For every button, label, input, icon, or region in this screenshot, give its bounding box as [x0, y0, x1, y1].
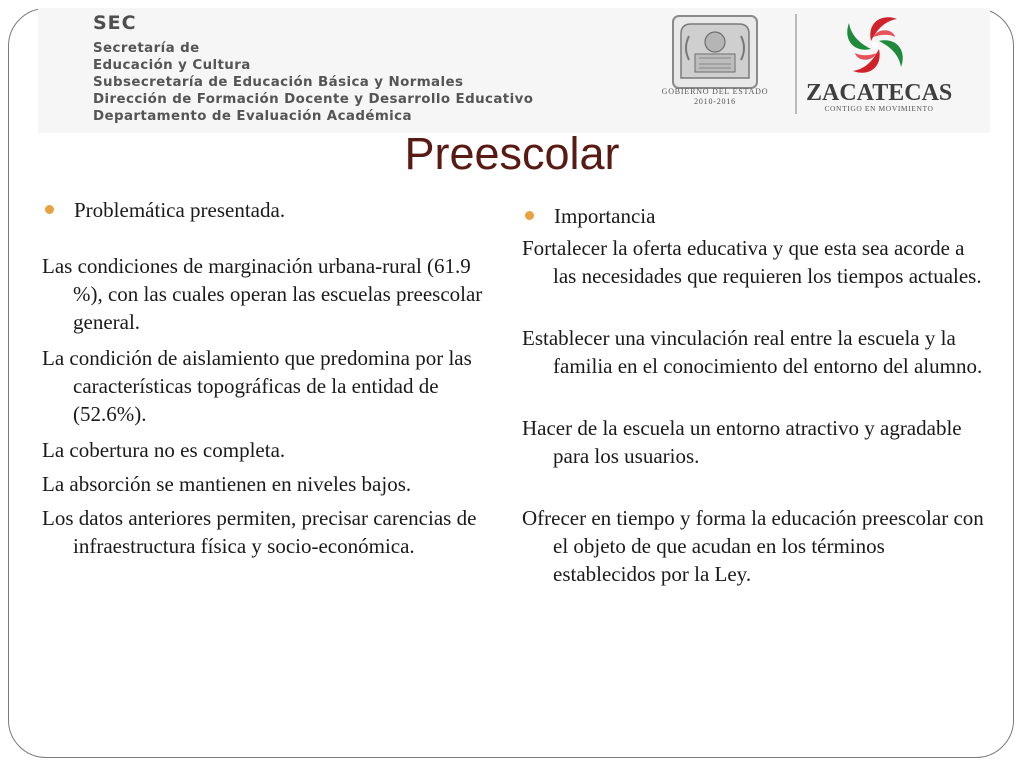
importance-column	[522, 202, 992, 588]
bullet-dot-icon	[525, 211, 534, 220]
org-acronym: SEC	[93, 12, 137, 34]
problem-column	[42, 196, 497, 560]
header-divider	[795, 14, 797, 114]
bullet-dot-icon	[45, 205, 54, 214]
problem-bullet-label: Problemática presentada.	[74, 198, 286, 222]
org-line-5: Departamento de Evaluación Académica	[93, 109, 412, 124]
seal-caption-line1: GOBIERNO DEL ESTADO	[661, 87, 769, 96]
org-header	[93, 12, 533, 125]
page-title: Preescolar	[404, 128, 620, 179]
importance-bullet-label: Importancia	[554, 204, 656, 228]
importance-paragraph-4: Ofrecer en tiempo y forma la educación preescolar con el objeto de que acudan en los términos establecidos por la Ley.	[522, 506, 984, 586]
org-line-4: Dirección de Formación Docente y Desarrollo Educativo	[93, 92, 534, 107]
problem-bullet	[42, 196, 497, 224]
problem-paragraph-4: La absorción se mantienen en niveles bajos.	[42, 472, 412, 496]
importance-paragraph-3: Hacer de la escuela un entorno atractivo y agradable para los usuarios.	[522, 416, 962, 468]
importance-bullet	[522, 202, 992, 230]
org-line-3: Subsecretaría de Educación Básica y Normales	[93, 75, 464, 90]
importance-paragraph-1: Fortalecer la oferta educativa y que esta sea acorde a las necesidades que requieren los tiempos actuales.	[522, 236, 982, 288]
importance-paragraph-2: Establecer una vinculación real entre la escuela y la familia en el conocimiento del entorno del alumno.	[522, 326, 983, 378]
problem-paragraph-1: Las condiciones de marginación urbana-rural (61.9 %), con las cuales operan las escuelas preescolar general.	[42, 254, 483, 334]
problem-paragraph-2: La condición de aislamiento que predomina por las características topográficas de la entidad de (52.6%).	[42, 346, 472, 426]
problem-paragraph-5: Los datos anteriores permiten, precisar carencias de infraestructura física y socio-económica.	[42, 506, 477, 558]
state-slogan: CONTIGO EN MOVIMIENTO	[824, 104, 934, 113]
problem-paragraph-3: La cobertura no es completa.	[42, 438, 286, 462]
seal-caption-line2: 2010-2016	[694, 97, 736, 106]
org-line-1: Secretaría de	[93, 41, 200, 56]
seal-caption	[640, 87, 790, 107]
zacatecas-swirl-logo-icon	[830, 10, 920, 80]
state-name: ZACATECAS	[806, 80, 953, 106]
org-line-2: Educación y Cultura	[93, 58, 251, 73]
